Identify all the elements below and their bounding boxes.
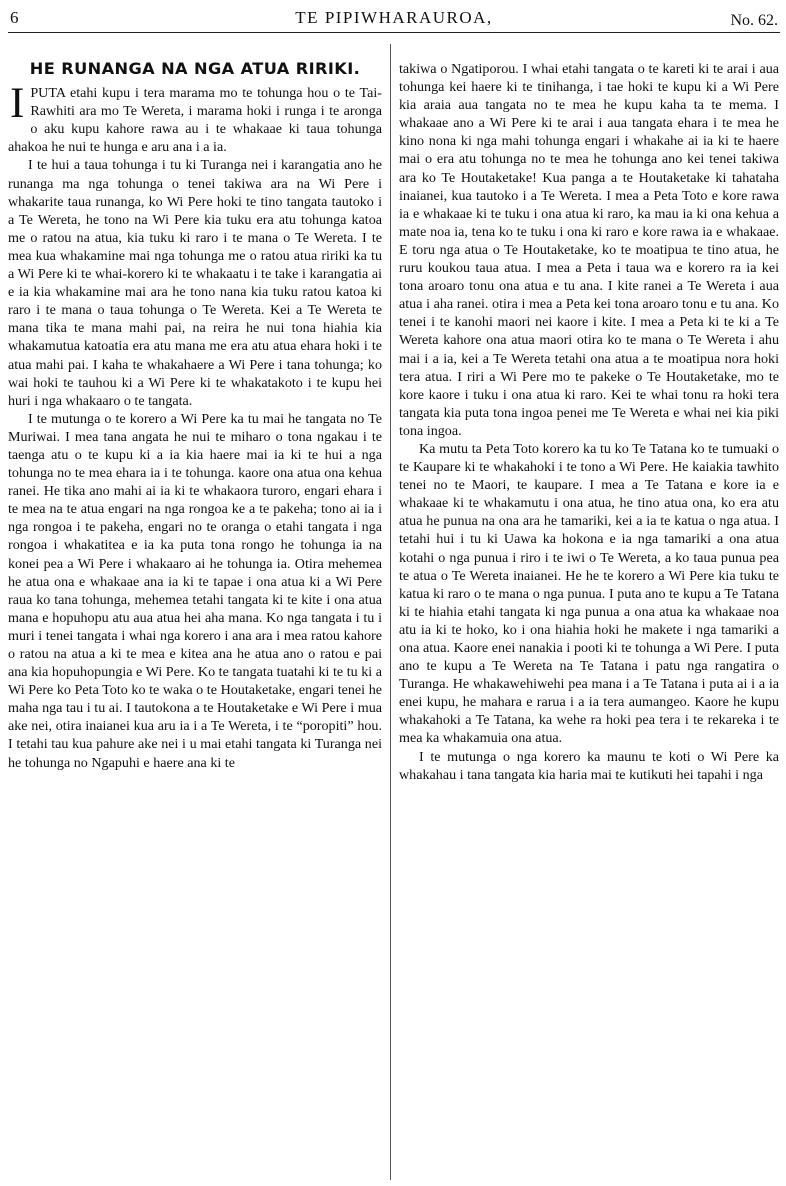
paragraph [8, 80, 382, 156]
page-header [8, 6, 780, 33]
right-column [399, 60, 779, 784]
paragraph: I te hui a taua tohunga i tu ki Turanga nei i karangatia ano he runanga ma nga tohunga o tenei takiwa ara na Wi Pere i whakarite taua runanga, ko Wi Pere hoki te tino tangata tautoko i a Te Wereta, he tono na Wi Pere kia tuku era atu tohunga katoa me o ratou na atua, kia tuku ki raro i te mana o Te Wereta. I te mea kua whakamine mai nga tohunga me o ratou atua ririki ka tu a Wi Pere ki te whai-korero ki te whakaatu i te take i karangatia ai e ia kia whakamine mai ara he tono nana kia tuku ratou katoa ki raro i te mana o taua tohunga o Te Wereta. Kei a Te Wereta te mana tika te mana mahi pai, na reira he nui tona hiahia kia whakamutua katoatia era atu mana me era atu atua ehara hoki i te atua mahi pai. I kaha te whakahaere a Wi Pere i tana tohunga; ko wai hoki te tauhou ki a Wi Pere ki te whakatakoto i te kupu hei huri i nga whakaaro o te tangata. [8, 157, 382, 409]
paragraph: I te mutunga o nga korero ka maunu te koti o Wi Pere ka whakahau i tana tangata kia haria mai te kutikuti hei tapahi i nga [399, 748, 779, 783]
newspaper-title: TE PIPIWHARAUROA, [295, 8, 493, 27]
paragraph: Ka mutu ta Peta Toto korero ka tu ko Te Tatana ko te tumuaki o te Kaupare ki te whakahoki i te tono a Wi Pere. He kaiakia tawhito tenei no te Maori, te kaupare. I mea a Te Tatana e kore ia e whakaae ki te whakamutu i ona atua, he tino atua ona, ko era atu atua he punua na ona ara he tamariki, kei a ia te katua o nga atua. I tetahi hui i tu ki Uawa ka hokona e ia nga tamariki a ona atua kotahi o nga punua i riro i te iwi o Te Wereta, a ko taua punua pea te atua o Te Wereta inaianei. He he te korero a Wi Pere kia tuku te katua ki raro o te mana o nga punua. I puta ano te kupu a Te Tatana ki te hiahia etahi tangata ki nga punua a ona atua ka whakaae noa atu ia ki te hoko, ko i ona hiahia hoki he makete i nga tamariki a ona atua. Kaore enei nanakia i pooti ki te tohunga a Wi Pere. I puta ano te kupu a Te Wereta na Te Tatana i patu nga rangatira o Turanga. He whakawehiwehi pea mana i a Te Tatana i puta ai i a ia enei kupu, he mahara e rarua i a ia tera aumangeo. Kaore he kupu whakahoki a Te Tatana, ka wehe ra hoki pea tera i te rekareka i te mea ka whakamuia ona atua. [399, 440, 779, 747]
paragraph: I te mutunga o te korero a Wi Pere ka tu mai he tangata no Te Muriwai. I mea tana angata he nui te miharo o tona ngakau i te taenga atu o te kupu ki a ia kia haere mai ia ki te hui a nga tohunga no te mea ehara ia i te tohunga. kaore ona atua ona kehua ranei. He tika ano mahi ai ia ki te whakaora turoro, engari ehara i te mea na te atua engari na nga rongoa ke a te pakeha; tono ai ia i nga rongoa i te pakeha, engari no te oranga o etahi tangata i nga rongoa i whakatitea e ia ka puta tona rongo he tohunga ia na konei pea a Wi Pere i whakaaro ai he tohunga ia. Otira mehemea he atua ona e whakaae ana ia ki te tapae i ona atua ki a Wi Pere raua ko tana tohunga, mehemea tetahi tangata ki te kite i ona atua mana e hopuhopu atu aua atua hei aha mana. Ko nga tangata i tu i muri i tenei tangata i whai nga korero i ana ara i mea ratou kahore o ratou na atua a ki te mea e kitea ana he atua ano o ratou e pai ana kia hopuhopungia e Wi Pere. Ko te tangata tuatahi ki te tu ki a Wi Pere ko Peta Toto ko te waka o te Houtaketake, engari tenei he maha nga tau i tu ai. I tautokona a te Houtaketake e Wi Pere i mua ake nei, otira inaianei kua aru ia i a Te Wereta, i te “poropiti” hou. I tetahi tau kua pahure ake nei i u mai etahi tangata ki Turanga nei he tohunga no Ngapuhi e haere ana ki te [8, 410, 382, 771]
column-divider [390, 44, 391, 1180]
left-column [8, 42, 382, 772]
paragraph: takiwa o Ngatiporou. I whai etahi tangata o te kareti ki te arai i aua tohunga kei haere ki te tinihanga, i tae hoki te kupu ki a Wi Pere kia araia aua tangata no te mea he kupu kaha ta te mema. I whakaae ano a Wi Pere ki te arai i aua tangata ehara i te mea he kino nona ki nga mahi tohunga engari i whakahe ai ia ki te haere mai o era atu tohunga no te mea he tohunga ano kei tenei takiwa ara ko Te Houtaketake! Kua panga a te Houtaketake ki tahataha inaianei, kua tautoko i a Te Wereta. I mea a Peta Toto e kore rawa ia e whakaae ki te tuku i ona atua ki raro, ka mau ia ki ona kehua a mate noa ia, tena ko te tuku i ona ki raro e kore rawa ia e whakaae. E toru nga atua o Te Houtaketake, ko te moatipua te tino atua, he ruru koukou taua atua. I mea a Peta i taua wa e korero ra ia kei tona aroaro tonu ona atua e tu ana. I kite ranei a Te Wereta i aua atua i aha ranei. otira i mea a Peta kei tona aroaro tonu e tu ana. Ko tenei i te kanohi maori nei kaore i kite. I mea a Peta ki te ki a Te Wereta kahore ona atua maori otira ko te mana o Te Wereta i ahu mai i a ia, kei a Te Wereta tetahi ona atua a te moatipua nora hoki tera atua. I riri a Wi Pere mo te pakeke o Te Houtaketake, mo te kore kaore i tuku i ona atua ki raro. Kei te whai tonu ra hoki tera tangata kia puta tona ingoa penei me Te Wereta e whai nei kia piki tona ingoa. [399, 61, 779, 439]
page-number: 6 [10, 8, 19, 27]
drop-cap: I [10, 80, 25, 128]
article-headline: HE RUNANGA NA NGA ATUA RIRIKI. [29, 59, 361, 78]
paragraph-text: PUTA etahi kupu i tera marama mo te tohunga hou o te Tai-Rawhiti ara mo Te Wereta, i marama hoki i runga i te aronga o aku kupu kahore rawa au i te whakaae ki taua tohunga ahakoa he nui te hunga e aru ana i a ia. [8, 85, 382, 156]
issue-number: No. 62. [730, 12, 778, 29]
